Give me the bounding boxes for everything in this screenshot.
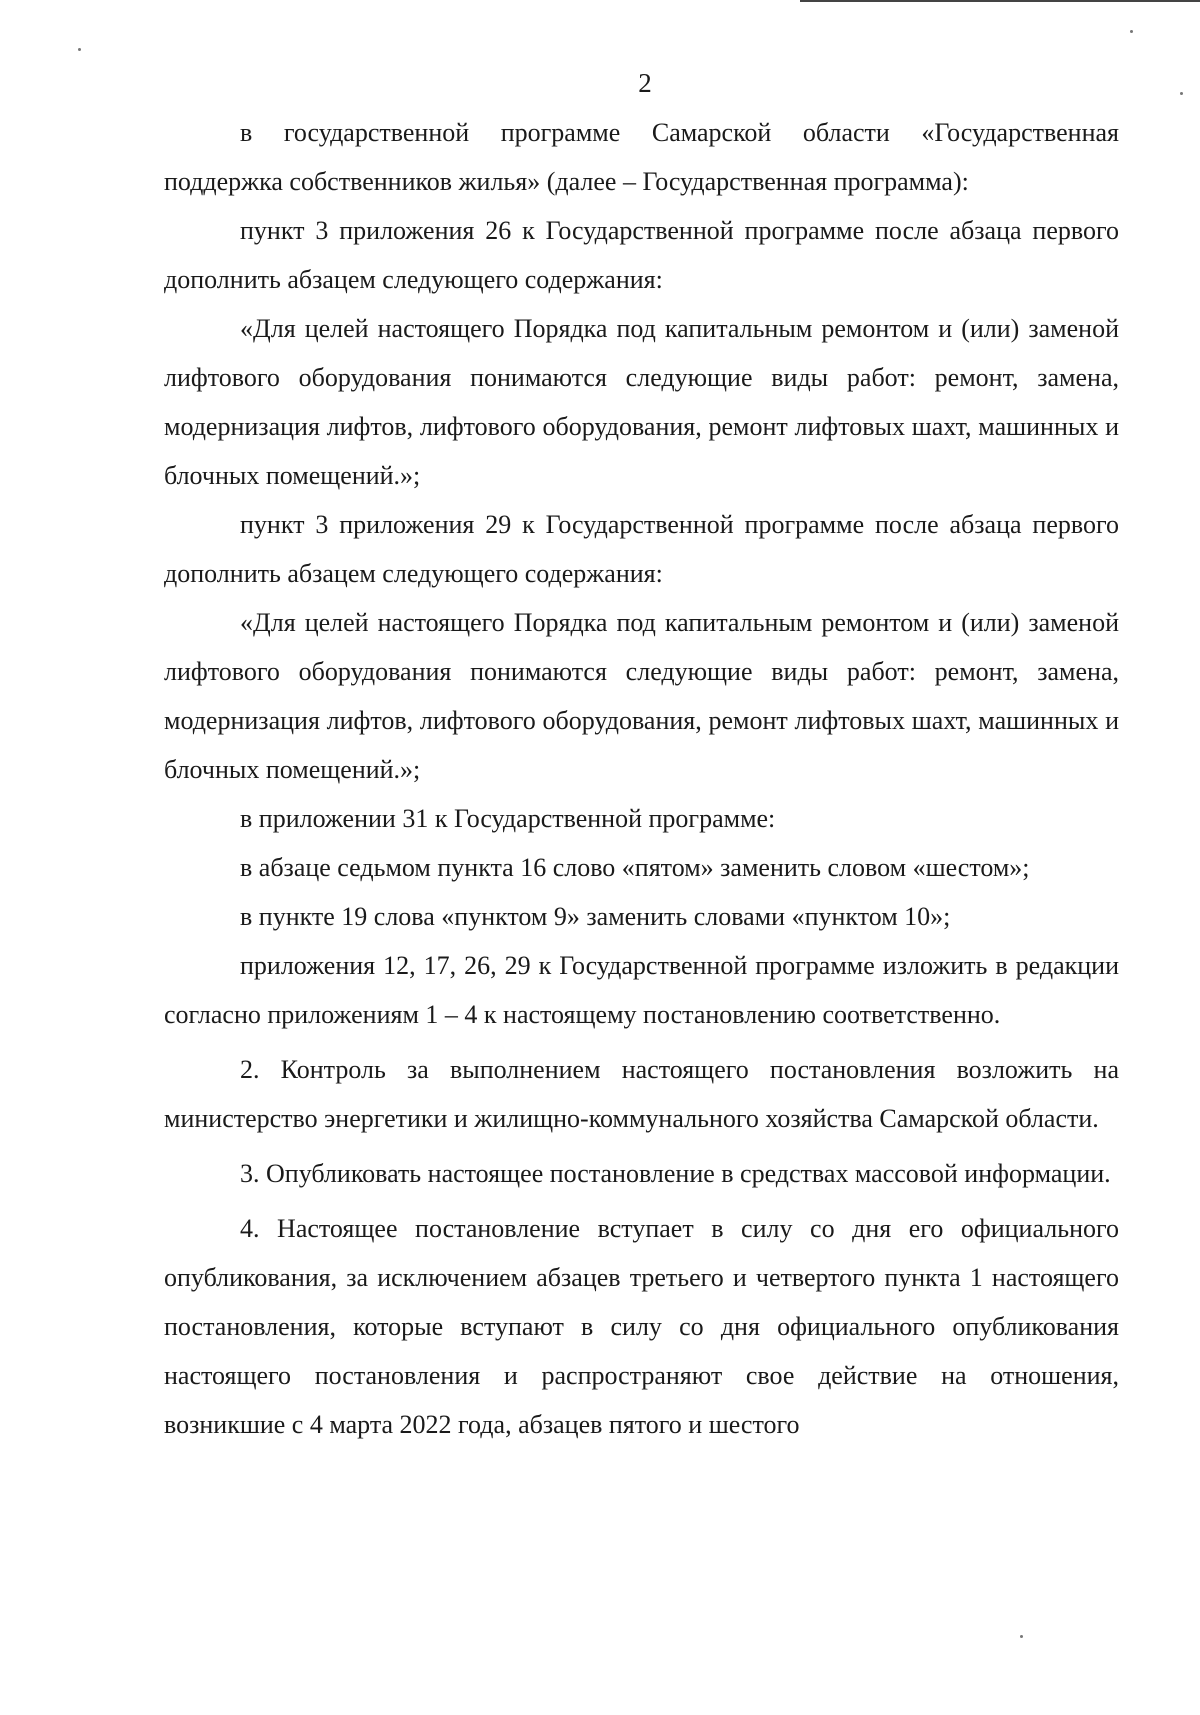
paragraph-point-3: 3. Опубликовать настоящее постановление в средствах массовой информации. <box>240 1159 1111 1188</box>
scan-speck <box>78 48 81 51</box>
document-body <box>164 108 1119 1449</box>
paragraph-annex-31-item-16: в абзаце седьмом пункта 16 слово «пятом» заменить словом «шестом»; <box>240 853 1030 882</box>
paragraph-point-4: 4. Настоящее постановление вступает в силу со дня его официального опубликования, за исключением абзацев третьего и четвертого пункта 1 настоящего постановления, которые вступают в силу со дня официального опубликования настоящего постановления и распространяют свое действие на отношения, возникшие с 4 марта 2022 года, абзацев пятого и шестого <box>164 1214 1119 1439</box>
scan-speck <box>1130 30 1133 33</box>
page-number: 2 <box>638 68 652 98</box>
scan-speck <box>1020 1635 1023 1638</box>
paragraph-item-annex-26: пункт 3 приложения 26 к Государственной программе после абзаца первого дополнить абзацем следующего содержания: <box>164 216 1119 294</box>
scan-top-edge <box>800 0 1200 2</box>
paragraph-quote-annex-26: «Для целей настоящего Порядка под капитальным ремонтом и (или) заменой лифтового оборудования понимаются следующие виды работ: ремонт, замена, модернизация лифтов, лифтового оборудования, ремонт лифтовых шахт, машинных и блочных помещений.»; <box>164 314 1119 490</box>
paragraph-item-annex-29: пункт 3 приложения 29 к Государственной программе после абзаца первого дополнить абзацем следующего содержания: <box>164 510 1119 588</box>
paragraph-point-2: 2. Контроль за выполнением настоящего постановления возложить на министерство энергетики и жилищно-коммунального хозяйства Самарской области. <box>164 1055 1119 1133</box>
paragraph-annex-31-item-19: в пункте 19 слова «пунктом 9» заменить словами «пунктом 10»; <box>240 902 951 931</box>
paragraph-annexes-replacement: приложения 12, 17, 26, 29 к Государственной программе изложить в редакции согласно приложениям 1 – 4 к настоящему постановлению соответственно. <box>164 951 1119 1029</box>
paragraph-annex-31: в приложении 31 к Государственной программе: <box>240 804 776 833</box>
paragraph-quote-annex-29: «Для целей настоящего Порядка под капитальным ремонтом и (или) заменой лифтового оборудования понимаются следующие виды работ: ремонт, замена, модернизация лифтов, лифтового оборудования, ремонт лифтовых шахт, машинных и блочных помещений.»; <box>164 608 1119 784</box>
paragraph-intro: в государственной программе Самарской области «Государственная поддержка собственников жилья» (далее – Государственная программа): <box>164 118 1119 196</box>
